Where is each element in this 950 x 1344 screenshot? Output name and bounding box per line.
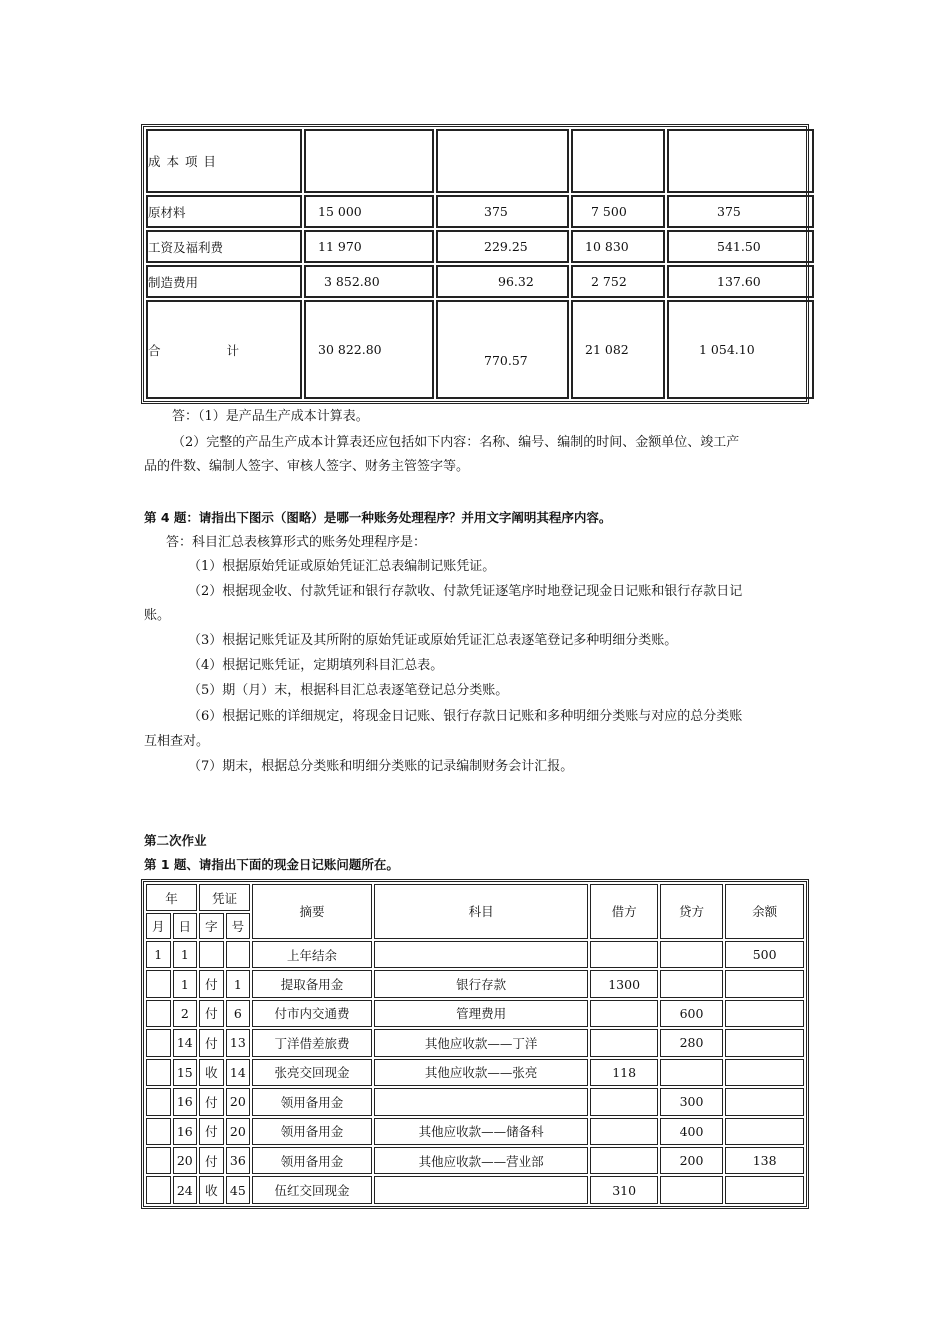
debit-cell [590, 941, 657, 968]
journal-header-row [146, 884, 804, 911]
debit-cell: 310 [590, 1176, 657, 1204]
cost-cell: 3 852.80 [304, 265, 434, 298]
balance-cell [725, 1000, 804, 1027]
account-cell [374, 1176, 589, 1204]
month-cell [146, 1000, 171, 1027]
balance-cell [725, 970, 804, 997]
cost-total-cell: 1 054.10 [667, 300, 814, 399]
balance-cell: 500 [725, 941, 804, 968]
cost-item: 原材料 [146, 195, 302, 228]
day-cell: 24 [173, 1176, 198, 1204]
day-cell: 1 [173, 970, 198, 997]
day-cell: 14 [173, 1029, 198, 1056]
number-cell: 6 [226, 1000, 251, 1027]
credit-cell: 280 [660, 1029, 723, 1056]
debit-cell [590, 1000, 657, 1027]
journal-row [146, 1147, 804, 1174]
type-cell: 付 [199, 1088, 224, 1115]
cost-total-cell: 30 822.80 [304, 300, 434, 399]
q4-step2: （2）根据现金收、付款凭证和银行存款收、付款凭证逐笔序时地登记现金日记账和银行存款日记 [188, 584, 743, 599]
account-cell [374, 941, 589, 968]
cost-cell: 229.25 [436, 230, 569, 263]
month-cell: 1 [146, 941, 171, 968]
day-cell: 15 [173, 1059, 198, 1086]
cost-cell: 11 970 [304, 230, 434, 263]
credit-cell [660, 941, 723, 968]
journal-row [146, 1059, 804, 1086]
q4-intro: 答：科目汇总表核算形式的账务处理程序是： [166, 535, 427, 550]
cost-cell: 7 500 [571, 195, 665, 228]
cost-cell: 96.32 [436, 265, 569, 298]
cost-total-cell: 770.57 [436, 300, 569, 399]
cost-item-header: 成 本 项 目 [146, 129, 302, 193]
day-cell: 2 [173, 1000, 198, 1027]
type-cell: 付 [199, 970, 224, 997]
balance-cell [725, 1176, 804, 1204]
number-cell: 1 [226, 970, 251, 997]
month-cell [146, 970, 171, 997]
cost-cell: 10 830 [571, 230, 665, 263]
number-cell: 14 [226, 1059, 251, 1086]
summary-header: 摘要 [252, 884, 372, 939]
hw2-q1: 第 1 题、请指出下面的现金日记账问题所在。 [144, 857, 399, 872]
credit-cell: 200 [660, 1147, 723, 1174]
month-cell [146, 1147, 171, 1174]
summary-cell: 付市内交通费 [252, 1000, 372, 1027]
balance-cell [725, 1059, 804, 1086]
cost-table [141, 124, 809, 404]
credit-header: 贷方 [660, 884, 723, 939]
total-label-right: 计 [226, 342, 240, 358]
summary-cell: 上年结余 [252, 941, 372, 968]
debit-cell: 1300 [590, 970, 657, 997]
type-cell: 付 [199, 1118, 224, 1145]
q4-step6: （6）根据记账的详细规定，将现金日记账、银行存款日记账和多种明细分类账与对应的总分类账 [188, 709, 743, 724]
cost-row [146, 195, 814, 228]
journal-row [146, 970, 804, 997]
account-cell: 其他应收款——储备科 [374, 1118, 589, 1145]
month-cell [146, 1118, 171, 1145]
journal-row [146, 941, 804, 968]
type-cell: 付 [199, 1000, 224, 1027]
journal-row [146, 1176, 804, 1204]
cost-total-label [146, 300, 302, 399]
number-cell: 20 [226, 1118, 251, 1145]
q4-step6-cont: 互相查对。 [144, 734, 210, 749]
cost-item: 制造费用 [146, 265, 302, 298]
balance-cell: 138 [725, 1147, 804, 1174]
cost-row [146, 265, 814, 298]
debit-cell [590, 1118, 657, 1145]
credit-cell [660, 1059, 723, 1086]
answer3-line3: 品的件数、编制人签字、审核人签字、财务主管签字等。 [144, 459, 470, 474]
number-cell [226, 941, 251, 968]
number-cell: 45 [226, 1176, 251, 1204]
total-label-left: 合 [148, 342, 161, 358]
month-cell [146, 1059, 171, 1086]
day-cell: 16 [173, 1118, 198, 1145]
cost-cell: 375 [436, 195, 569, 228]
q4-step2-cont: 账。 [144, 608, 171, 623]
balance-cell [725, 1088, 804, 1115]
account-cell: 其他应收款——丁洋 [374, 1029, 589, 1056]
type-cell [199, 941, 224, 968]
cost-cell: 541.50 [667, 230, 814, 263]
summary-cell: 领用备用金 [252, 1118, 372, 1145]
journal-row [146, 1000, 804, 1027]
account-cell: 管理费用 [374, 1000, 589, 1027]
balance-cell [725, 1029, 804, 1056]
hw2-title: 第二次作业 [144, 833, 207, 848]
number-cell: 36 [226, 1147, 251, 1174]
type-header: 字 [199, 913, 224, 938]
q4-step4: （4）根据记账凭证，定期填列科目汇总表。 [188, 658, 444, 673]
q4-step5: （5）期（月）末，根据科目汇总表逐笔登记总分类账。 [188, 683, 509, 698]
number-cell: 20 [226, 1088, 251, 1115]
cost-item: 工资及福利费 [146, 230, 302, 263]
journal-body [146, 941, 804, 1204]
type-cell: 收 [199, 1059, 224, 1086]
day-cell: 1 [173, 941, 198, 968]
journal-row [146, 1088, 804, 1115]
debit-cell [590, 1029, 657, 1056]
day-cell: 20 [173, 1147, 198, 1174]
month-cell [146, 1176, 171, 1204]
cost-total-row [146, 300, 814, 399]
type-cell: 付 [199, 1147, 224, 1174]
type-cell: 收 [199, 1176, 224, 1204]
voucher-header: 凭证 [199, 884, 250, 911]
account-header: 科目 [374, 884, 589, 939]
type-cell: 付 [199, 1029, 224, 1056]
debit-cell [590, 1147, 657, 1174]
cost-cell: 15 000 [304, 195, 434, 228]
debit-cell: 118 [590, 1059, 657, 1086]
credit-cell: 600 [660, 1000, 723, 1027]
month-cell [146, 1029, 171, 1056]
balance-header: 余额 [725, 884, 804, 939]
account-cell: 其他应收款——张亮 [374, 1059, 589, 1086]
year-header: 年 [146, 884, 197, 911]
summary-cell: 领用备用金 [252, 1088, 372, 1115]
debit-header: 借方 [590, 884, 657, 939]
account-cell [374, 1088, 589, 1115]
cost-header-row [146, 129, 814, 193]
cost-row [146, 230, 814, 263]
journal-row [146, 1029, 804, 1056]
cash-journal-table [141, 879, 809, 1209]
cost-cell: 137.60 [667, 265, 814, 298]
credit-cell [660, 1176, 723, 1204]
balance-cell [725, 1118, 804, 1145]
cost-cell: 375 [667, 195, 814, 228]
q4-step3: （3）根据记账凭证及其所附的原始凭证或原始凭证汇总表逐笔登记多种明细分类账。 [188, 633, 678, 648]
account-cell: 银行存款 [374, 970, 589, 997]
number-header: 号 [226, 913, 251, 938]
q4-title: 第 4 题：请指出下图示（图略）是哪一种账务处理程序？并用文字阐明其程序内容。 [144, 510, 612, 525]
day-cell: 16 [173, 1088, 198, 1115]
credit-cell: 300 [660, 1088, 723, 1115]
q4-step1: （1）根据原始凭证或原始凭证汇总表编制记账凭证。 [188, 559, 496, 574]
month-cell [146, 1088, 171, 1115]
credit-cell [660, 970, 723, 997]
answer3-line1: 答：（1）是产品生产成本计算表。 [172, 409, 369, 424]
summary-cell: 张亮交回现金 [252, 1059, 372, 1086]
debit-cell [590, 1088, 657, 1115]
answer3-line2: （2）完整的产品生产成本计算表还应包括如下内容：名称、编号、编制的时间、金额单位、竣工产 [172, 435, 740, 450]
journal-row [146, 1118, 804, 1145]
summary-cell: 丁洋借差旅费 [252, 1029, 372, 1056]
day-header: 日 [173, 913, 198, 938]
q4-step7: （7）期末，根据总分类账和明细分类账的记录编制财务会计汇报。 [188, 759, 574, 774]
account-cell: 其他应收款——营业部 [374, 1147, 589, 1174]
summary-cell: 伍红交回现金 [252, 1176, 372, 1204]
summary-cell: 领用备用金 [252, 1147, 372, 1174]
number-cell: 13 [226, 1029, 251, 1056]
cost-cell: 2 752 [571, 265, 665, 298]
summary-cell: 提取备用金 [252, 970, 372, 997]
cost-total-cell: 21 082 [571, 300, 665, 399]
month-header: 月 [146, 913, 171, 938]
credit-cell: 400 [660, 1118, 723, 1145]
